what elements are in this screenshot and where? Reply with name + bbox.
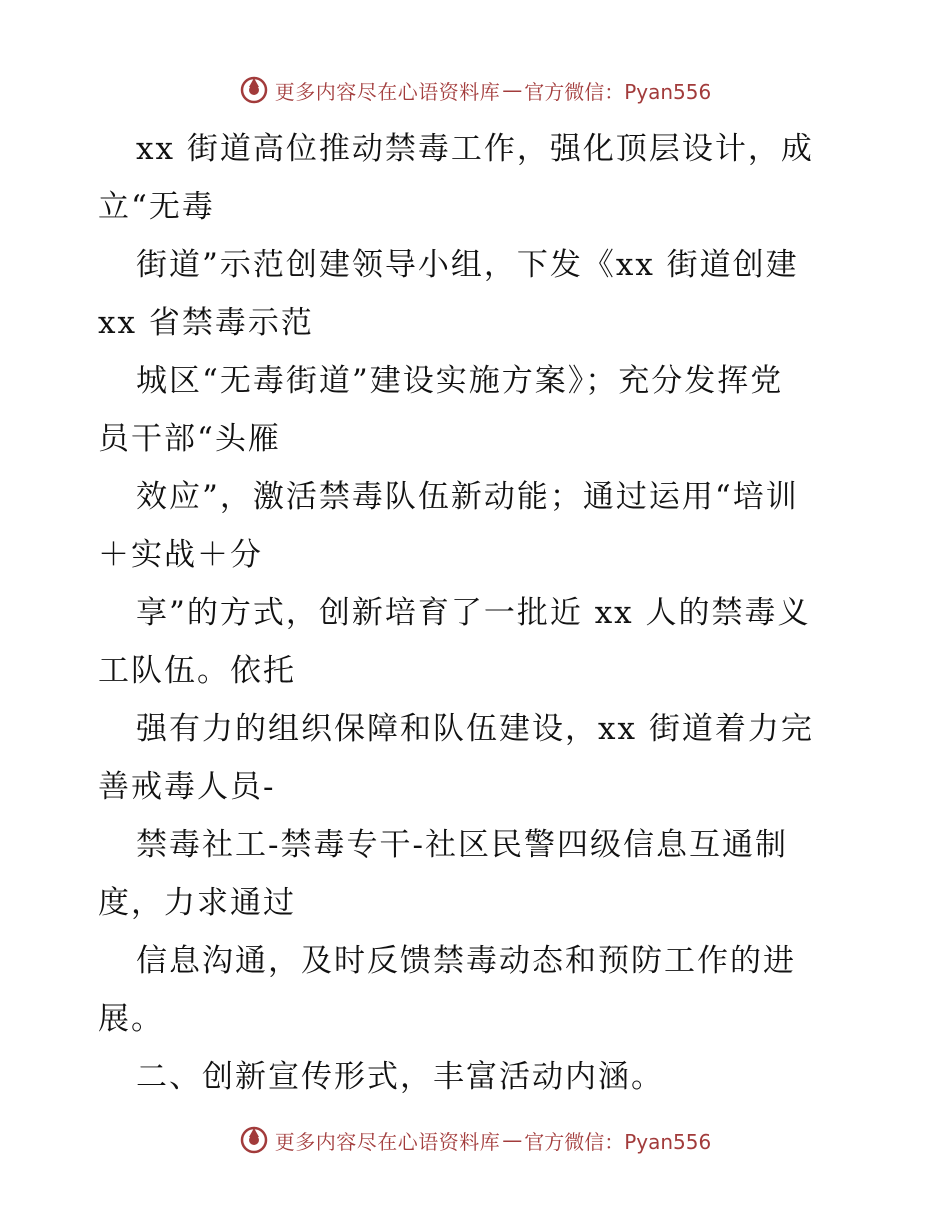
text-line: 效应”，激活禁毒队伍新动能；通过运用“培训 xyxy=(136,479,799,515)
section-heading: 二、创新宣传形式，丰富活动内涵。 xyxy=(136,1059,664,1095)
text-line: 工队伍。依托 xyxy=(98,653,296,689)
text-line: 员干部“头雁 xyxy=(98,421,281,457)
header-watermark-banner xyxy=(0,70,950,110)
text-line: 城区“无毒街道”建设实施方案》；充分发挥党 xyxy=(136,363,784,399)
text-line: 度，力求通过 xyxy=(98,885,296,921)
text-line: 强有力的组织保障和队伍建设，xx 街道着力完 xyxy=(136,711,814,747)
text-line: xx 省禁毒示范 xyxy=(98,305,314,341)
text-line: 立“无毒 xyxy=(98,189,215,225)
text-line: 街道”示范创建领导小组，下发《xx 街道创建 xyxy=(136,247,799,283)
footer-separator: — xyxy=(502,1128,523,1152)
text-line: 禁毒社工-禁毒专干-社区民警四级信息互通制 xyxy=(136,827,788,863)
document-body xyxy=(98,120,858,1106)
footer-site-text: 更多内容尽在心语资料库 xyxy=(274,1129,501,1154)
logo-icon xyxy=(239,75,269,105)
text-line: 善戒毒人员- xyxy=(98,769,276,805)
text-line: 信息沟通，及时反馈禁毒动态和预防工作的进 xyxy=(136,943,796,979)
footer-wechat-text: 官方微信：Pyan556 xyxy=(524,1129,712,1154)
header-separator: — xyxy=(502,78,523,102)
logo-icon xyxy=(239,1125,269,1155)
header-site-text: 更多内容尽在心语资料库 xyxy=(274,79,501,104)
footer-watermark-banner xyxy=(0,1120,950,1160)
text-line: 展。 xyxy=(98,1001,164,1037)
text-line: 享”的方式，创新培育了一批近 xx 人的禁毒义 xyxy=(136,595,811,631)
text-line: xx 街道高位推动禁毒工作，强化顶层设计，成 xyxy=(136,131,814,167)
header-wechat-text: 官方微信：Pyan556 xyxy=(524,79,712,104)
text-line: ＋实战＋分 xyxy=(98,537,263,573)
